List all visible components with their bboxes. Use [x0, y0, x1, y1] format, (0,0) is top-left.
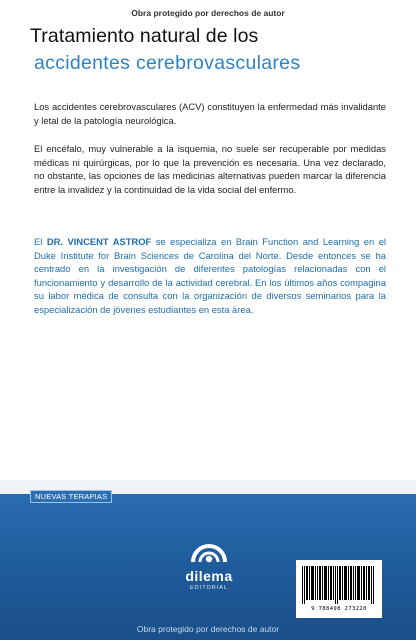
publisher-name: dilema: [185, 568, 233, 584]
title-line-2: accidentes cerebrovasculares: [34, 52, 301, 74]
barcode-number: 9 788498 273220: [311, 606, 367, 612]
barcode: [296, 560, 382, 618]
copyright-notice-top: Obra protegido por derechos de autor: [131, 8, 285, 18]
publisher-logo: [175, 532, 243, 591]
title-line-1: Tratamiento natural de los: [30, 25, 259, 47]
author-prefix: El: [34, 236, 47, 247]
description-paragraph-2: El encéfalo, muy vulnerable a la isquemia, no suele ser recuperable por medidas médicas ni quirúrgicas, por lo que la prevención es necesaria. Una vez declarado, no obstante, las opciones de las medicinas alternativas pueden marcar la diferencia entre la invalidez y la continuidad de la vida social del enfermo.: [34, 143, 386, 195]
series-label: NUEVAS TERAPIAS: [30, 490, 112, 503]
description-paragraph-1: Los accidentes cerebrovasculares (ACV) constituyen la enfermedad más invalidante y letal de la patología neurológica.: [34, 101, 386, 126]
author-bio: [34, 235, 386, 317]
author-bio-text: se especializa en Brain Function and Learning en el Duke Institute for Brain Sciences de Carolina del Norte. Desde entonces se ha centrado en la investigación de diferentes patologías relacionadas con el funcionamiento y desarrollo de la actividad cerebral. En los últimos años compagina su labor médica de consulta con la organización de diversos seminarios para la especialización de jóvenes estudiantes en esta área.: [34, 236, 386, 315]
barcode-icon: [302, 566, 376, 604]
publisher-subtitle: EDITORIAL: [190, 585, 228, 591]
author-name: DR. VINCENT ASTROF: [46, 236, 152, 247]
copyright-notice-bottom: Obra protegido por derechos de autor: [136, 624, 280, 634]
publisher-logo-icon: [189, 532, 229, 566]
